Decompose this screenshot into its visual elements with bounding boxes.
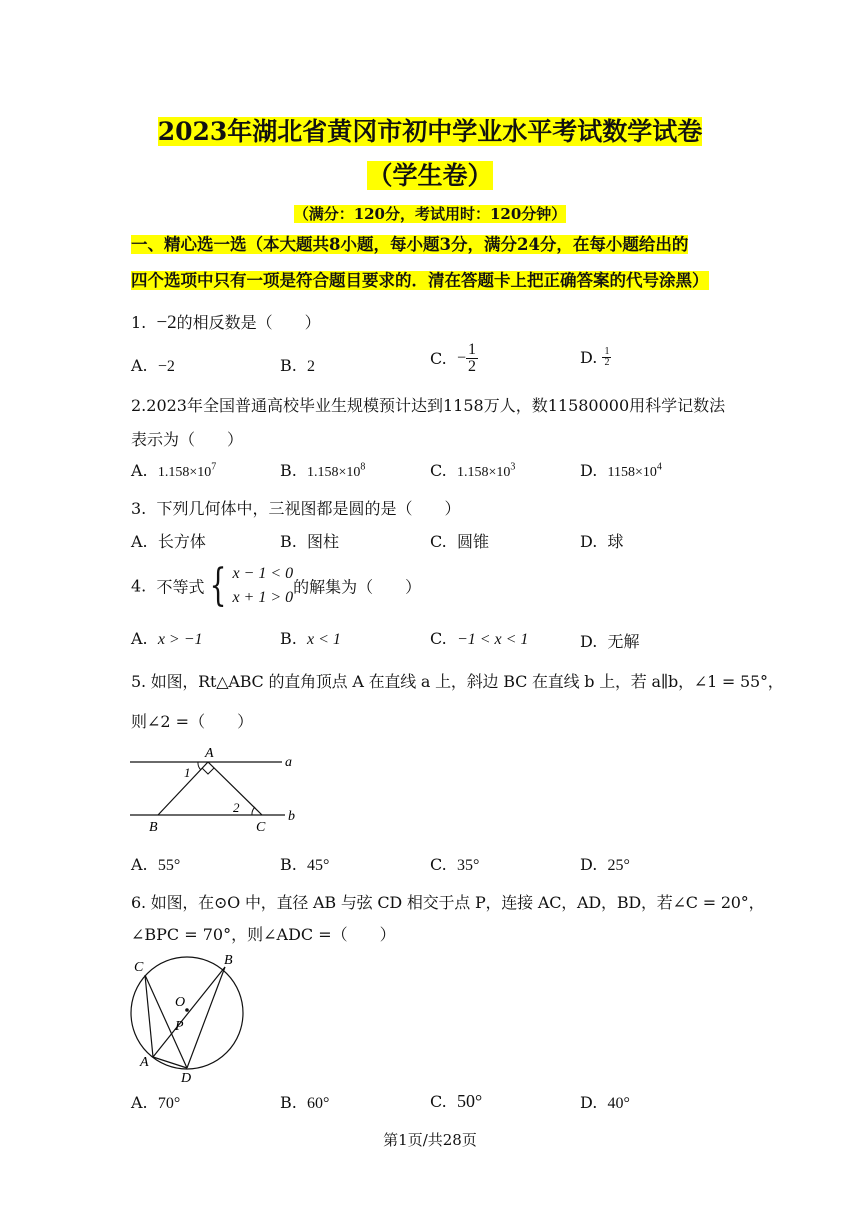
section-header: [131, 227, 731, 299]
angle-2-arc: [252, 807, 255, 815]
label-angle-2: 2: [233, 800, 240, 815]
q3-option-d: D. 球: [580, 532, 624, 551]
center-dot: [185, 1008, 189, 1012]
q2-option-c: C. $1.158\times 10^3$: [430, 461, 516, 480]
q6-option-b: B. 60°: [280, 1093, 330, 1112]
q4-option-d: D. 无解: [580, 632, 640, 651]
q3-option-c: C. 圆锥: [430, 532, 489, 551]
label-A: A: [140, 1055, 149, 1070]
page-title: 2023年湖北省黄冈市初中学业水平考试数学试卷: [157, 117, 703, 146]
q6-option-d: D. 40°: [580, 1093, 630, 1112]
label-a: a: [285, 755, 292, 770]
q3-option-b: B. 图柱: [280, 532, 340, 551]
q6-option-c: C. 50°: [430, 1091, 483, 1111]
diameter-ab: [153, 967, 225, 1057]
question-3: 3. 下列几何体中，三视图都是圆的是（ ）: [131, 499, 461, 518]
question-6-line-1: 6. 如图，在⊙O 中，直径 AB 与弦 CD 相交于点 P，连接 AC，AD，BD，若∠C = 20°，: [131, 893, 765, 912]
q5-figure: [125, 745, 315, 840]
label-B: B: [149, 820, 158, 835]
q5-option-b: B. 45°: [280, 855, 330, 874]
q4-option-b: B. x < 1: [280, 629, 341, 648]
q4-option-a: A. x > −1: [131, 629, 203, 648]
q2-option-a: A. $1.158\times 10^7$: [131, 461, 217, 480]
label-P: P: [175, 1019, 184, 1034]
q5-option-c: C. 35°: [430, 855, 480, 874]
q2-option-d: D. $1158\times 10^4$: [580, 461, 662, 480]
q1-option-c: C. − $\frac{1}{2}$: [430, 341, 476, 375]
label-b: b: [288, 809, 295, 824]
inequality-system: x − 1 < 0 x + 1 > 0: [232, 565, 294, 606]
question-2-line-2: 表示为（ ）: [131, 430, 244, 449]
system-brace: {: [210, 560, 227, 611]
circle-o: [131, 957, 243, 1069]
question-2-line-1: 2.2023年全国普通高校毕业生规模预计达到1158万人，数11580000用科学记数法: [131, 396, 726, 415]
angle-1-arc: [198, 762, 201, 770]
q1-option-d: D. $\frac{1}{2}$: [580, 346, 610, 368]
exam-info: （满分：120分，考试用时：120分钟）: [293, 205, 567, 223]
question-5-line-1: 5. 如图，Rt△ABC 的直角顶点 A 在直线 a 上，斜边 BC 在直线 b 上，若 a∥b，∠1 = 55°，: [131, 672, 784, 691]
q2-option-b: B. $1.158\times 10^8$: [280, 461, 366, 480]
question-1: 1. −2的相反数是（ ）: [131, 312, 321, 333]
q1-option-a: A. −2: [131, 356, 175, 375]
q6-figure: [125, 950, 255, 1085]
question-6-line-2: ∠BPC = 70°，则∠ADC =（ ）: [131, 925, 396, 944]
section-line-1: 一、精心选一选（本大题共8小题，每小题3分，满分24分，在每小题给出的: [131, 235, 689, 254]
page-footer: 第1页/共28页: [383, 1131, 477, 1149]
section-line-2: 四个选项中只有一项是符合题目要求的．清在答题卡上把正确答案的代号涂黑）: [131, 271, 709, 290]
label-A: A: [205, 746, 214, 761]
q5-option-a: A. 55°: [131, 855, 181, 874]
question-5-line-2: 则∠2 =（ ）: [131, 712, 254, 731]
label-B: B: [224, 953, 233, 968]
label-C: C: [134, 960, 144, 975]
label-D: D: [181, 1071, 192, 1085]
q6-option-a: A. 70°: [131, 1093, 181, 1112]
page-subtitle: （学生卷）: [367, 161, 493, 190]
q1-option-b: B. 2: [280, 356, 316, 375]
label-angle-1: 1: [184, 765, 191, 780]
q5-option-d: D. 25°: [580, 855, 630, 874]
label-C: C: [256, 820, 266, 835]
segment-bd: [187, 967, 225, 1068]
segment-ac: [145, 975, 153, 1057]
q3-option-a: A. 长方体: [131, 532, 206, 551]
right-angle-mark: [202, 768, 214, 774]
question-4: 4. 不等式 { x − 1 < 0 x + 1 > 0的解集为（ ）: [131, 560, 422, 611]
q1-stem-text: 的相反数是（ ）: [176, 313, 321, 332]
q4-option-c: C. −1 < x < 1: [430, 629, 529, 648]
q1-stem-math: −2: [156, 312, 177, 333]
label-O: O: [175, 995, 186, 1010]
